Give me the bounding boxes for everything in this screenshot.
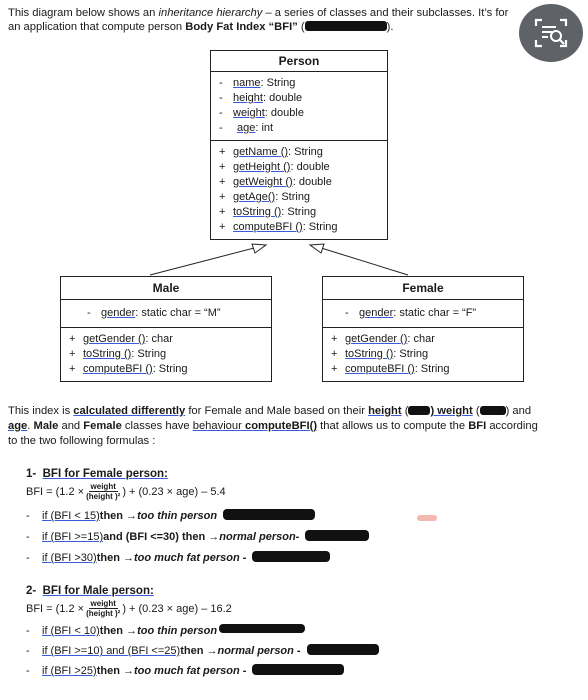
female-class-title: Female	[323, 277, 523, 300]
method-row: + computeBFI () : String	[219, 221, 338, 233]
intro-emphasis: inheritance hierarchy	[158, 7, 263, 19]
attribute-row: - weight : double	[219, 107, 304, 119]
rule-row: - if (BFI >=10) and (BFI <=25) then → normal person -	[26, 644, 566, 659]
male-attributes	[61, 300, 271, 328]
male-methods	[61, 328, 271, 381]
rule-row: - if (BFI >=15) and (BFI <=30) then → normal person-	[26, 530, 566, 545]
person-class-title: Person	[211, 51, 387, 72]
smudge-mark	[417, 515, 437, 521]
attribute-row: - age : int	[219, 122, 274, 134]
intro-paren-open: (	[297, 21, 305, 33]
method-row: + getGender () : char	[331, 333, 435, 345]
redaction-mark	[305, 530, 369, 541]
method-row: + getName () : String	[219, 146, 323, 158]
redaction-mark	[408, 406, 430, 415]
method-row: + toString () : String	[69, 348, 167, 360]
formula-fraction: $\frac{\text{weight}}{\text{(height )²}}$	[86, 599, 121, 618]
male-class-box	[60, 276, 272, 382]
person-class-box	[210, 50, 388, 240]
method-row: + computeBFI () : String	[69, 363, 188, 375]
female-formula-section	[26, 468, 566, 566]
male-rules	[26, 624, 566, 679]
method-row: + getHeight () : double	[219, 161, 330, 173]
redaction-mark	[252, 551, 330, 562]
attribute-row: - name : String	[219, 77, 296, 89]
male-formula-section	[26, 585, 566, 679]
redaction-mark	[252, 664, 344, 675]
intro-line1-end: – a series of classes and their subclasses. It’s for	[262, 7, 509, 19]
female-attributes	[323, 300, 523, 328]
redaction-mark	[307, 644, 379, 655]
intro-line2-start: an application that compute person	[8, 21, 186, 33]
female-formula-title: 1- BFI for Female person:	[26, 468, 168, 480]
intro-paren-close: ).	[386, 21, 394, 33]
male-bfi-formula: BFI = (1.2 × $\frac{\text{weight}}{\text{(height )²}}$ ) + (0.23 × age) – 16.2	[26, 599, 232, 618]
rule-row: - if (BFI >30) then → too much fat person -	[26, 551, 566, 566]
female-rules	[26, 509, 566, 566]
attribute-row: - gender : static char = “M”	[87, 307, 221, 319]
redaction-mark	[480, 406, 506, 415]
method-row: + toString () : String	[219, 206, 317, 218]
intro-line1-start: This diagram below shows an	[8, 7, 159, 19]
explanation-paragraph: This index is calculated differently for Female and Male based on their height ( ) weight ( ) and age. Male and Female classes have behaviour computeBFI() that allows us to compute the BFI according to the two following formulas :	[8, 405, 538, 447]
redaction-mark	[223, 509, 315, 520]
rule-row: - if (BFI >25) then → too much fat person -	[26, 664, 566, 679]
rule-row: - if (BFI < 15) then → too thin person	[26, 509, 566, 524]
attribute-row: - gender : static char = “F”	[345, 307, 477, 319]
female-class-box	[322, 276, 524, 382]
method-row: + getWeight () : double	[219, 176, 332, 188]
formula-fraction: $\frac{\text{weight}}{\text{(height )²}}$	[86, 482, 121, 501]
person-attributes	[211, 72, 387, 141]
redaction-mark	[219, 624, 305, 633]
method-row: + getAge() : String	[219, 191, 311, 203]
method-row: + computeBFI () : String	[331, 363, 450, 375]
rule-row: - if (BFI < 10) then → too thin person	[26, 624, 566, 639]
method-row: + toString () : String	[331, 348, 429, 360]
attribute-row: - height : double	[219, 92, 303, 104]
female-methods	[323, 328, 523, 381]
person-methods	[211, 141, 387, 239]
male-class-title: Male	[61, 277, 271, 300]
method-row: + getGender () : char	[69, 333, 173, 345]
male-formula-title: 2- BFI for Male person:	[26, 585, 154, 597]
intro-bfi-term: Body Fat Index “BFI”	[185, 21, 298, 33]
female-bfi-formula: BFI = (1.2 × $\frac{\text{weight}}{\text{(height )²}}$ ) + (0.23 × age) – 5.4	[26, 482, 226, 501]
